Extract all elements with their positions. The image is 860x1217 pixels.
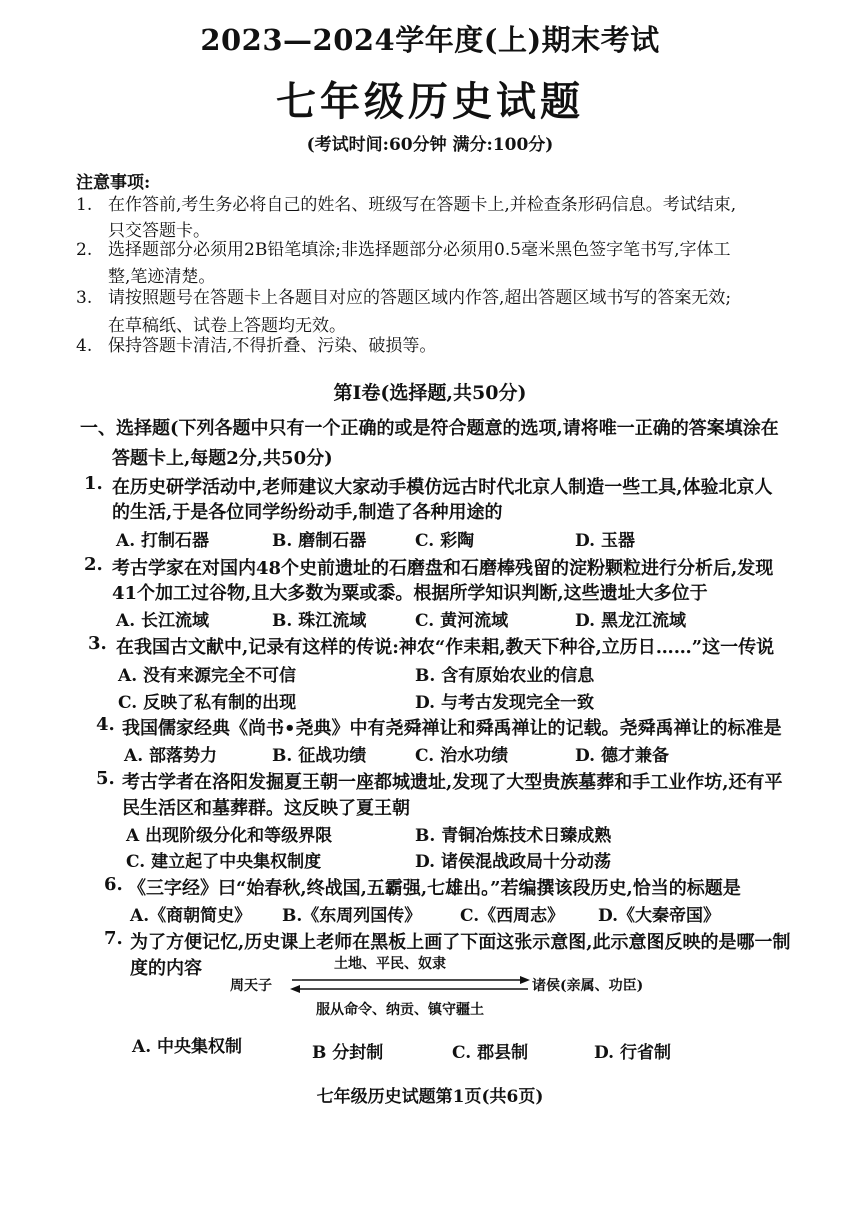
note-number: 3.: [76, 288, 93, 308]
note-text: 保持答题卡清洁,不得折叠、污染、破损等。: [108, 336, 437, 356]
note-text-cont: 整,笔迹清楚。: [108, 267, 216, 287]
option-b: B 分封制: [312, 1043, 384, 1063]
exam-info: (考试时间:60分钟 满分:100分): [306, 135, 554, 155]
option-c: C. 彩陶: [415, 531, 475, 551]
diagram-arrowhead-left: [290, 985, 300, 993]
option-a: A. 长江流域: [116, 611, 210, 631]
option-c: C.《西周志》: [460, 906, 565, 926]
note-number: 2.: [76, 240, 93, 260]
question-text-cont: 民生活区和墓葬群。这反映了夏王朝: [122, 798, 410, 819]
question-number: 1.: [84, 473, 103, 494]
option-d: D. 行省制: [594, 1043, 671, 1063]
option-d: D. 德才兼备: [575, 746, 669, 766]
option-c: C. 黄河流域: [415, 611, 509, 631]
option-c: C. 郡县制: [452, 1043, 529, 1063]
question-text: 考古学者在洛阳发掘夏王朝一座都城遗址,发现了大型贵族墓葬和手工业作坊,还有平: [122, 772, 783, 793]
question-text: 在历史研学活动中,老师建议大家动手模仿远古时代北京人制造一些工具,体验北京人: [112, 477, 773, 498]
note-text-cont: 在草稿纸、试卷上答题均无效。: [108, 316, 346, 336]
question-text: 《三字经》曰“始春秋,终战国,五霸强,七雄出。”若编撰该段历史,恰当的标题是: [128, 878, 741, 899]
note-text: 在作答前,考生务必将自己的姓名、班级写在答题卡上,并检查条形码信息。考试结束,: [108, 195, 737, 215]
option-c: C. 反映了私有制的出现: [118, 693, 297, 713]
note-text: 请按照题号在答题卡上各题目对应的答题区域内作答,超出答题区域书写的答案无效;: [108, 288, 732, 308]
note-text: 选择题部分必须用2B铅笔填涂;非选择题部分必须用0.5毫米黑色签字笔书写,字体工: [108, 240, 731, 260]
option-a: A 出现阶级分化和等级界限: [126, 826, 333, 846]
diagram-bottom-label: 服从命令、纳贡、镇守疆土: [316, 1002, 484, 1018]
diagram-top-label: 土地、平民、奴隶: [334, 956, 446, 972]
question-text: 在我国古文献中,记录有这样的传说:神农“作耒耜,教天下种谷,立历日……”这一传说: [116, 637, 775, 658]
option-b: B. 含有原始农业的信息: [415, 666, 595, 686]
question-number: 2.: [84, 554, 103, 575]
diagram-arrowhead-right: [520, 976, 530, 984]
question-text: 考古学家在对国内48个史前遗址的石磨盘和石磨棒残留的淀粉颗粒进行分析后,发现: [112, 558, 774, 579]
question-text: 为了方便记忆,历史课上老师在黑板上画了下面这张示意图,此示意图反映的是哪一制: [130, 932, 791, 953]
option-d: D. 诸侯混战政局十分动荡: [415, 852, 611, 872]
option-b: B. 青铜冶炼技术日臻成熟: [415, 826, 612, 846]
note-text-cont: 只交答题卡。: [108, 221, 210, 241]
part-instructions: 一、选择题(下列各题中只有一个正确的或是符合题意的选项,请将唯一正确的答案填涂在: [80, 418, 779, 439]
question-text-cont: 41个加工过谷物,且大多数为粟或黍。根据所学知识判断,这些遗址大多位于: [112, 583, 708, 604]
option-a: A. 打制石器: [116, 531, 210, 551]
question-number: 4.: [96, 714, 115, 735]
option-b: B. 磨制石器: [272, 531, 367, 551]
note-item: [76, 331, 436, 361]
diagram-left-label: 周天子: [230, 978, 272, 994]
exam-title: 2023—2024学年度(上)期末考试: [200, 23, 660, 57]
question-number: 6.: [104, 874, 123, 895]
question-number: 5.: [96, 768, 115, 789]
option-c: C. 建立起了中央集权制度: [126, 852, 322, 872]
option-b: B. 珠江流域: [272, 611, 367, 631]
option-a: A.《商朝简史》: [130, 906, 252, 926]
option-d: D. 玉器: [575, 531, 635, 551]
option-d: D.《大秦帝国》: [598, 906, 721, 926]
question-text-cont: 的生活,于是各位同学纷纷动手,制造了各种用途的: [112, 502, 503, 523]
page-footer: 七年级历史试题第1页(共6页): [316, 1087, 544, 1107]
option-d: D. 黑龙江流域: [575, 611, 686, 631]
part-instructions-cont: 答题卡上,每题2分,共50分): [112, 448, 333, 469]
diagram-right-label: 诸侯(亲属、功臣): [532, 978, 644, 994]
question-text-cont: 度的内容: [130, 958, 202, 979]
option-a: A. 没有来源完全不可信: [118, 666, 297, 686]
note-number: 1.: [76, 195, 93, 215]
note-number: 4.: [76, 336, 93, 356]
notes-title: 注意事项:: [76, 173, 151, 193]
option-b: B.《东周列国传》: [282, 906, 422, 926]
option-c: C. 治水功绩: [415, 746, 509, 766]
note-item: [76, 235, 730, 265]
option-d: D. 与考古发现完全一致: [415, 693, 594, 713]
enfeoffment-diagram: [230, 952, 690, 1024]
option-a: A. 部落势力: [124, 746, 218, 766]
question-number: 7.: [104, 928, 123, 949]
option-a: A. 中央集权制: [132, 1037, 243, 1057]
section-title: 第Ⅰ卷(选择题,共50分): [333, 382, 527, 404]
paper-title: 七年级历史试题: [276, 78, 584, 125]
note-item: [76, 283, 731, 313]
question-text: 我国儒家经典《尚书•尧典》中有尧舜禅让和舜禹禅让的记载。尧舜禹禅让的标准是: [122, 718, 782, 739]
question-number: 3.: [88, 633, 107, 654]
option-b: B. 征战功绩: [272, 746, 367, 766]
